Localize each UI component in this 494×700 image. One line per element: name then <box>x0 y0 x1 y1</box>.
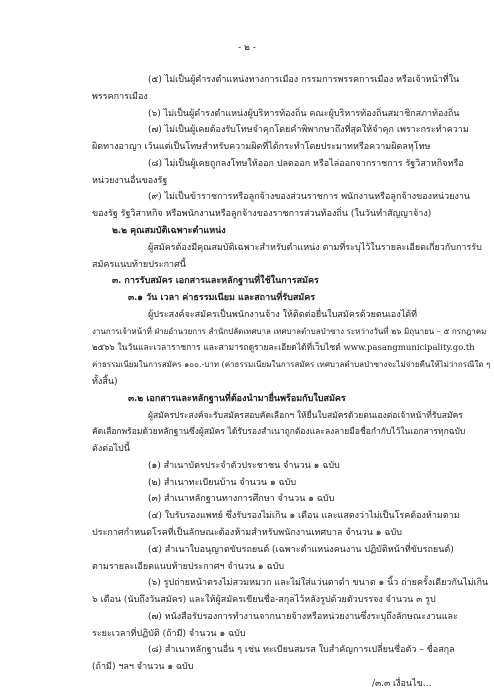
text-line: ของรัฐ รัฐวิสาหกิจ หรือพนักงานหรือลูกจ้างของราชการส่วนท้องถิ่น (ในวันทำสัญญาจ้าง) <box>92 209 432 219</box>
text-line: ดังต่อไปนี้ <box>92 444 130 454</box>
text-line: สมัครแนบท้ายประกาศนี้ <box>92 260 186 270</box>
text-line: ตามรายละเอียดแนบท้ายประกาศฯ จำนวน ๑ ฉบับ <box>92 562 285 572</box>
text-line: หน่วยงานอื่นของรัฐ <box>92 176 168 186</box>
list-item: (๗) หนังสือรับรองการทำงานจากนายจ้างหรือหน่วยงานซึ่งระบุถึงลักษณะงานและ <box>148 612 458 622</box>
text-line: งานการเจ้าหน้าที่ ฝ่ายอำนวยการ สำนักปลัดเทศบาล เทศบาลตำบลป่าซาง ระหว่างวันที่ ๒๖ มิถุนายน – ๕ กรกฎาคม <box>92 327 487 336</box>
text-line: ผิดทางอาญา เว้นแต่เป็นโทษสำหรับความผิดที่ได้กระทำโดยประมาทหรือความผิดลหุโทษ <box>92 142 431 152</box>
list-item: (๑) สำเนาบัตรประจำตัวประชาชน จำนวน ๑ ฉบับ <box>148 461 340 471</box>
text-line: (๕) ไม่เป็นผู้ดำรงตำแหน่งทางการเมือง กรรมการพรรคการเมือง หรือเจ้าหน้าที่ใน <box>148 75 460 85</box>
text-line: ค่าธรรมเนียมในการสมัคร ๑๐๐.-บาท (ค่าธรรมเนียมในการสมัคร เทศบาลตำบลป่าซางจะไม่จ่ายคืนให้ไม่ว่ากรณีใด ๆ <box>92 360 491 369</box>
text-line: ๒๕๖๖ ในวันและเวลาราชการ และสามารถดูรายละเอียดได้ที่เว็บไซต์ www.pasangmunicipality.go.th <box>92 343 475 353</box>
text-line: ผู้ประสงค์จะสมัครเป็นพนักงานจ้าง ให้ติดต่อยื่นใบสมัครด้วยตนเองได้ที่ <box>148 310 418 320</box>
text-line: ผู้สมัครต้องมีคุณสมบัติเฉพาะสำหรับตำแหน่ง ตามที่ระบุไว้ในรายละเอียดเกี่ยวกับการรับ <box>148 243 482 253</box>
section-heading: ๓.๒ เอกสารและหลักฐานที่ต้องนำมายื่นพร้อมกับใบสมัคร <box>128 394 346 404</box>
text-line: พรรคการเมือง <box>92 92 148 102</box>
text-line: ทั้งสิ้น) <box>92 377 118 387</box>
list-item: (๓) สำเนาหลักฐานทางการศึกษา จำนวน ๑ ฉบับ <box>148 494 335 504</box>
continuation-note: /๓.๓ เงื่อนไข... <box>372 679 432 689</box>
section-heading: ๓. การรับสมัคร เอกสารและหลักฐานที่ใช้ในการสมัคร <box>112 276 319 286</box>
text-line: ระยะเวลาที่ปฏิบัติ (ถ้ามี) จำนวน ๑ ฉบับ <box>92 629 246 639</box>
page-number: - ๒ - <box>238 43 256 53</box>
list-item: (๘) สำเนาหลักฐานอื่น ๆ เช่น ทะเบียนสมรส ใบสำคัญการเปลี่ยนชื่อตัว – ชื่อสกุล <box>148 645 455 655</box>
text-line: คัดเลือกพร้อมด้วยหลักฐานซึ่งผู้สมัคร ได้รับรองสำเนาถูกต้องและลงลายมือชื่อกำกับไว้ในเอกสารทุกฉบับ <box>92 427 466 437</box>
list-item: (๖) รูปถ่ายหน้าตรงไม่สวมหมวก และไม่ใส่แว่นตาดำ ขนาด ๑ นิ้ว ถ่ายครั้งเดียวกันไม่เกิน <box>148 578 489 588</box>
list-item: (๔) ใบรับรองแพทย์ ซึ่งรับรองไม่เกิน ๑ เดือน และแสดงว่าไม่เป็นโรคต้องห้ามตาม <box>148 511 460 521</box>
text-line: (๙) ไม่เป็นข้าราชการหรือลูกจ้างของส่วนราชการ พนักงานหรือลูกจ้างของหน่วยงาน <box>148 192 471 202</box>
text-line: ประกาศกำหนดโรคที่เป็นลักษณะต้องห้ามสำหรับพนักงานเทศบาล จำนวน ๑ ฉบับ <box>92 528 402 538</box>
text-line: (ถ้ามี) ฯลฯ จำนวน ๑ ฉบับ <box>92 662 194 672</box>
text-line: (๘) ไม่เป็นผู้เคยถูกลงโทษให้ออก ปลดออก หรือไล่ออกจากราชการ รัฐวิสาหกิจหรือ <box>148 159 464 169</box>
text-line: ๖ เดือน (นับถึงวันสมัคร) และให้ผู้สมัครเขียนชื่อ-สกุลไว้หลังรูปด้วยตัวบรรจง จำนวน ๓ รูป <box>92 595 436 605</box>
section-heading: ๓.๑ วัน เวลา ค่าธรรมเนียม และสถานที่รับสมัคร <box>128 293 316 303</box>
list-item: (๒) สำเนาทะเบียนบ้าน จำนวน ๑ ฉบับ <box>148 478 297 488</box>
text-line: (๗) ไม่เป็นผู้เคยต้องรับโทษจำคุกโดยคำพิพากษาถึงที่สุดให้จำคุก เพราะกระทำความ <box>148 125 469 135</box>
list-item: (๕) สำเนาใบอนุญาตขับรถยนต์ (เฉพาะตำแหน่งคนงาน ปฏิบัติหน้าที่ขับรถยนต์) <box>148 545 454 555</box>
text-line: ผู้สมัครประสงค์จะรับสมัครสอบคัดเลือกฯ ให้ยื่นใบสมัครด้วยตนเองต่อเจ้าหน้าที่รับสมัคร <box>148 411 463 421</box>
text-line: (๖) ไม่เป็นผู้ดำรงตำแหน่งผู้บริหารท้องถิ่น คณะผู้บริหารท้องถิ่นสมาชิกสภาท้องถิ่น <box>148 109 460 119</box>
section-heading: ๒.๒ คุณสมบัติเฉพาะตำแหน่ง <box>112 226 226 236</box>
